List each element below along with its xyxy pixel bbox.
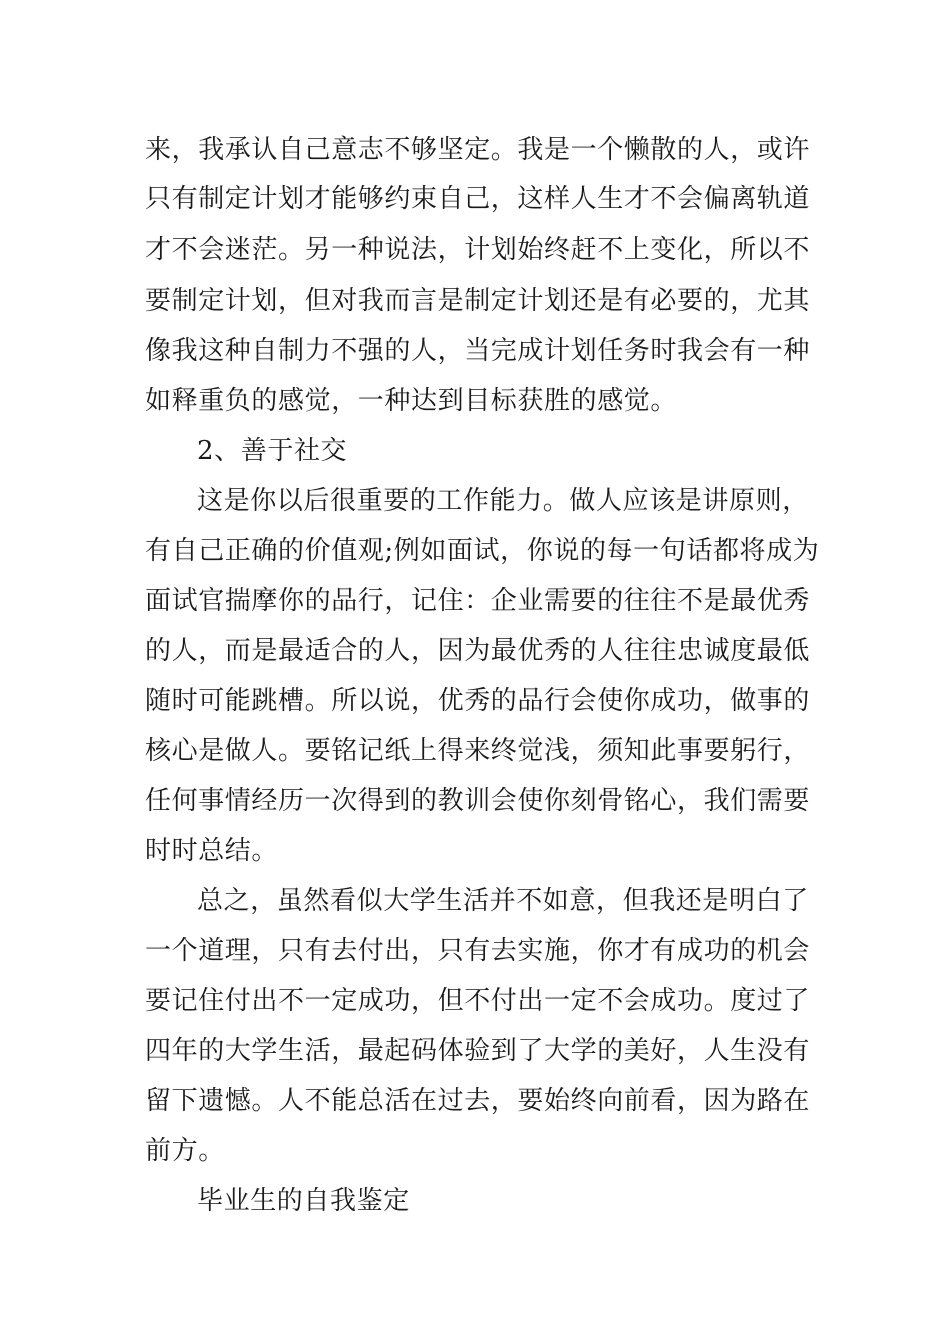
section-heading: 2、善于社交 (197, 436, 348, 466)
text-line: 才不会迷茫。另一种说法，计划始终赶不上变化，所以不 (145, 235, 811, 265)
text-line: 只有制定计划才能够约束自己，这样人生才不会偏离轨道 (145, 184, 811, 214)
text-line: 时时总结。 (145, 836, 279, 866)
text-line: 四年的大学生活，最起码体验到了大学的美好，人生没有 (145, 1036, 811, 1066)
text-line: 来，我承认自己意志不够坚定。我是一个懒散的人，或许 (145, 135, 811, 165)
text-line: 的人，而是最适合的人，因为最优秀的人往往忠诚度最低 (145, 636, 811, 666)
text-line: 任何事情经历一次得到的教训会使你刻骨铭心，我们需要 (145, 786, 811, 816)
text-line: 像我这种自制力不强的人，当完成计划任务时我会有一种 (145, 336, 811, 366)
text-line: 要制定计划，但对我而言是制定计划还是有必要的，尤其 (145, 286, 811, 316)
text-line: 留下遗憾。人不能总活在过去，要始终向前看，因为路在 (145, 1086, 811, 1116)
section-heading: 毕业生的自我鉴定 (197, 1186, 410, 1216)
text-line: 这是你以后很重要的工作能力。做人应该是讲原则， (197, 486, 809, 516)
text-line: 面试官揣摩你的品行，记住：企业需要的往往不是最优秀 (145, 586, 811, 616)
text-line: 总之，虽然看似大学生活并不如意，但我还是明白了 (197, 886, 809, 916)
text-line: 要记住付出不一定成功，但不付出一定不会成功。度过了 (145, 986, 811, 1016)
text-line: 随时可能跳槽。所以说，优秀的品行会使你成功，做事的 (145, 686, 811, 716)
text-line: 前方。 (145, 1136, 225, 1166)
text-line: 一个道理，只有去付出，只有去实施，你才有成功的机会 (145, 936, 811, 966)
text-line: 核心是做人。要铭记纸上得来终觉浅，须知此事要躬行， (145, 736, 811, 766)
text-line: 如释重负的感觉，一种达到目标获胜的感觉。 (145, 386, 678, 416)
text-line: 有自己正确的价值观;例如面试，你说的每一句话都将成为 (145, 536, 820, 566)
